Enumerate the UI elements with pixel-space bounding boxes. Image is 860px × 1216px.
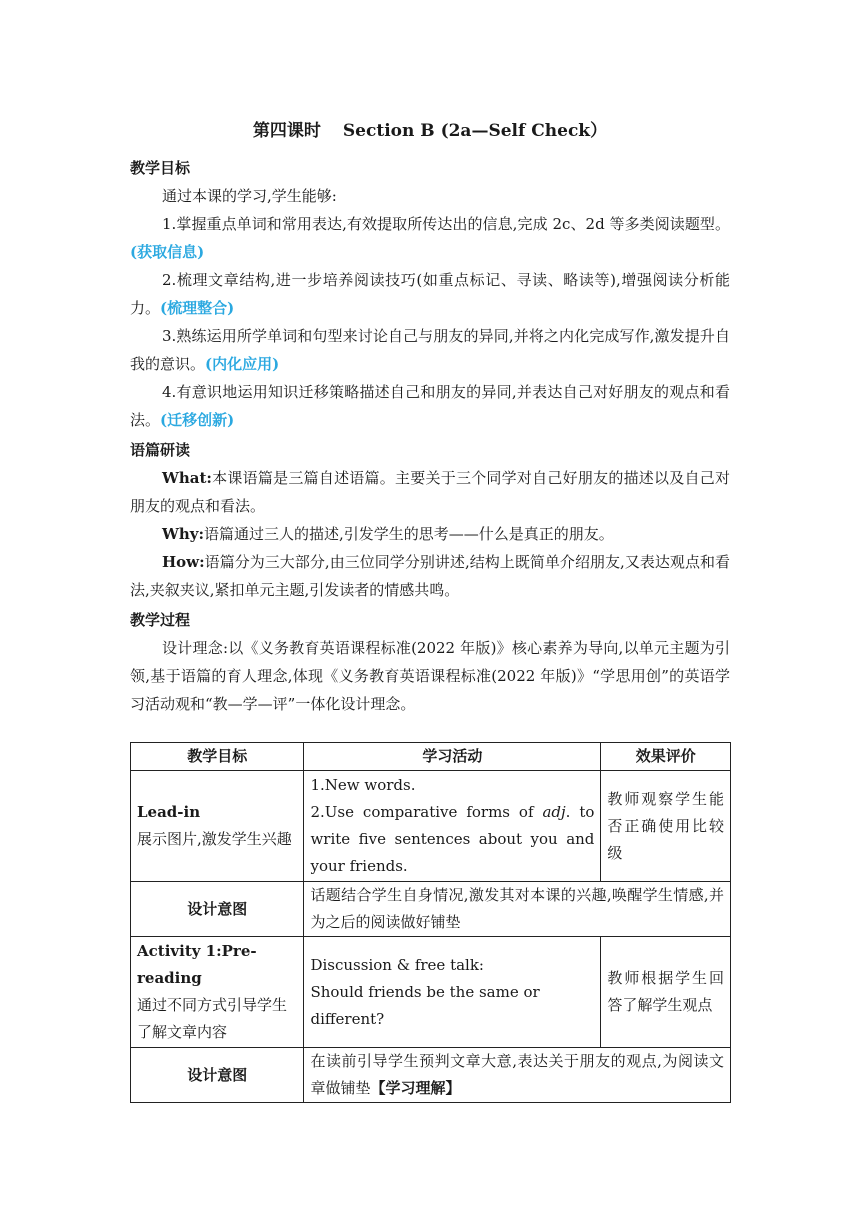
activity-text: 2.Use comparative forms of [310,803,543,821]
header-goal: 教学目标 [131,743,304,771]
why-paragraph [130,520,730,548]
process-paragraph: 设计理念:以《义务教育英语课程标准(2022 年版)》核心素养为导向,以单元主题为引领,基于语篇的育人理念,体现《义务教育英语课程标准(2022 年版)》“学思用创”的英语学习活动观和“教—学—评”一体化设计理念。 [130,639,730,713]
why-label: Why: [162,525,205,543]
table-row [131,937,731,1048]
row-goal-text: 展示图片,激发学生兴趣 [137,830,292,848]
goal-tag: (内化应用) [205,355,280,373]
title-lesson: 第四课时 [252,121,321,141]
goal-tag: (迁移创新) [160,411,235,429]
goal-item [130,378,730,434]
table-row [131,882,731,937]
activity-text: . to write five sentences about you and your friends. [310,803,595,875]
header-eval: 效果评价 [601,743,731,771]
how-text: 语篇分为三大部分,由三位同学分别讲述,结构上既简单介绍朋友,又表达观点和看法,夹叙夹议,紧扣单元主题,引发读者的情感共鸣。 [130,553,730,599]
row-goal-title: Lead-in [137,803,201,821]
activity-line: Should friends be the same or different? [310,982,540,1028]
goals-heading: 教学目标 [130,159,191,177]
row-eval-cell: 教师观察学生能否正确使用比较级 [601,771,731,882]
goal-text: 1.掌握重点单词和常用表达,有效提取所传达出的信息,完成 2c、2d 等多类阅读题型。 [162,215,730,233]
row-eval-cell: 教师根据学生回答了解学生观点 [601,937,731,1048]
row-activity-cell [304,771,601,882]
intent-cell [304,1048,731,1103]
process-heading: 教学过程 [130,611,191,629]
table-row [131,771,731,882]
what-text: 本课语篇是三篇自述语篇。主要关于三个同学对自己好朋友的描述以及自己对朋友的观点和看法。 [130,469,730,515]
table-header-row [131,743,731,771]
activity-em: adj [542,803,566,821]
row-goal-title: Activity 1:Pre-reading [137,942,257,987]
goal-text: 4.有意识地运用知识迁移策略描述自己和朋友的异同,并表达自己对好朋友的观点和看法。 [130,383,730,429]
page-title [0,116,860,141]
row-goal-text: 通过不同方式引导学生了解文章内容 [137,996,288,1041]
intent-label: 设计意图 [131,882,304,937]
activity-line: Discussion & free talk: [310,955,484,974]
goal-item [130,210,730,266]
document-body [130,152,730,718]
goal-text: 3.熟练运用所学单词和句型来讨论自己与朋友的异同,并将之内化完成写作,激发提升自我的意识。 [130,327,730,373]
text-study-heading: 语篇研读 [130,441,191,459]
goal-item [130,322,730,378]
lesson-table [130,742,731,1103]
row-goal-cell [131,937,304,1048]
why-text: 语篇通过三人的描述,引发学生的思考——什么是真正的朋友。 [204,525,614,543]
intent-text: 在读前引导学生预判文章大意,表达关于朋友的观点,为阅读文章做铺垫 [310,1052,724,1097]
title-section: Section B (2a—Self Check） [342,121,608,141]
what-paragraph [130,464,730,520]
row-activity-cell [304,937,601,1048]
activity-line: 1.New words. [310,776,416,794]
intent-label: 设计意图 [131,1048,304,1103]
intent-tag: 【学习理解】 [370,1079,461,1097]
how-label: How: [162,553,205,571]
goal-tag: (获取信息) [130,243,205,261]
goal-item [130,266,730,322]
goal-text: 2.梳理文章结构,进一步培养阅读技巧(如重点标记、寻读、略读等),增强阅读分析能力。 [130,271,730,317]
row-goal-cell [131,771,304,882]
intent-text: 话题结合学生自身情况,激发其对本课的兴趣,唤醒学生情感,并为之后的阅读做好铺垫 [304,882,731,937]
goal-tag: (梳理整合) [160,299,235,317]
activity-line [310,799,594,880]
header-activity: 学习活动 [304,743,601,771]
table-row [131,1048,731,1103]
what-label: What: [162,469,212,487]
goals-intro: 通过本课的学习,学生能够: [162,187,337,205]
how-paragraph [130,548,730,604]
